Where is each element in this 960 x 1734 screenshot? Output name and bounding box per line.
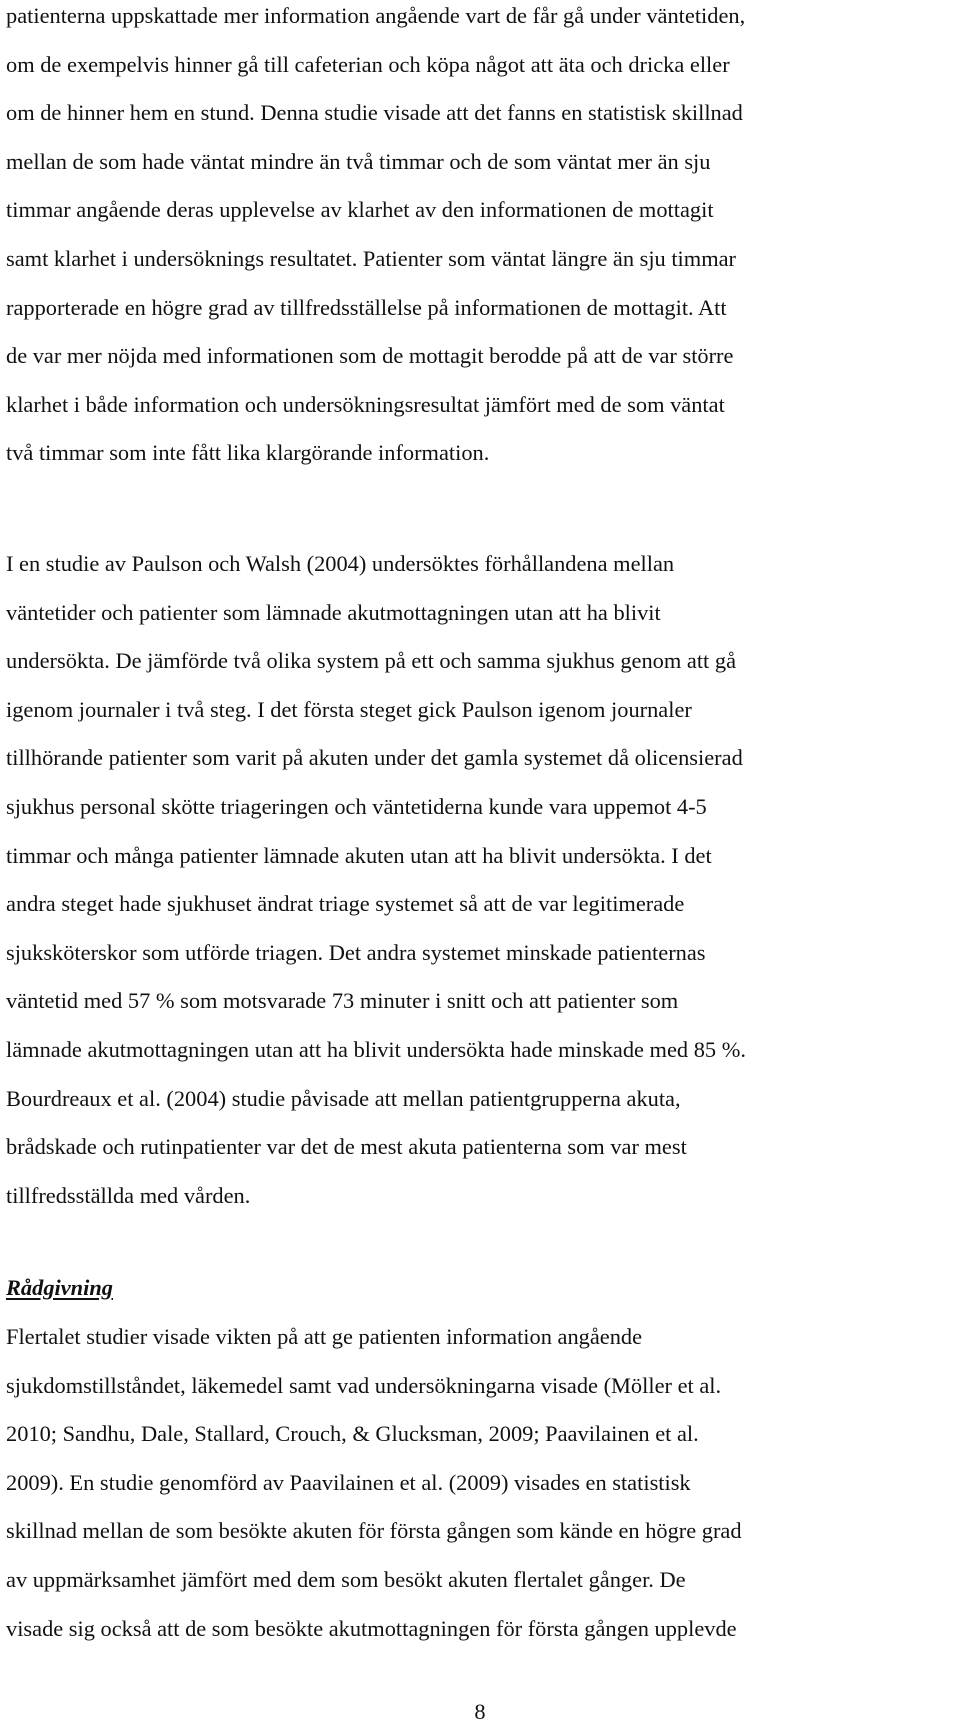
text-line: igenom journaler i två steg. I det första steget gick Paulson igenom journaler [6, 696, 692, 722]
text-line: om de hinner hem en stund. Denna studie visade att det fanns en statistisk skillnad [6, 100, 743, 126]
text-line: rapporterade en högre grad av tillfredsställelse på informationen de mottagit. Att [6, 294, 727, 320]
text-line: undersökta. De jämförde två olika system på ett och samma sjukhus genom att gå [6, 648, 737, 674]
text-line: I en studie av Paulson och Walsh (2004) undersöktes förhållandena mellan [6, 551, 675, 576]
text-line: Bourdreaux et al. (2004) studie påvisade att mellan patientgrupperna akuta, [6, 1085, 681, 1111]
text-line: väntetider och patienter som lämnade akutmottagningen utan att ha blivit [6, 599, 661, 625]
text-line: av uppmärksamhet jämfört med dem som besökt akuten flertalet gånger. De [6, 1566, 686, 1592]
text-line: visade sig också att de som besökte akutmottagningen för första gången upplevde [6, 1615, 737, 1641]
text-line: väntetid med 57 % som motsvarade 73 minuter i snitt och att patienter som [6, 988, 679, 1014]
text-line: skillnad mellan de som besökte akuten för första gången som kände en högre grad [6, 1518, 742, 1544]
text-line: timmar angående deras upplevelse av klarhet av den informationen de mottagit [6, 197, 714, 223]
text-line: Flertalet studier visade vikten på att ge patienten information angående [6, 1324, 643, 1349]
text-line: två timmar som inte fått lika klargörande information. [6, 440, 490, 466]
text-line: tillhörande patienter som varit på akuten under det gamla systemet då olicensierad [6, 745, 743, 771]
text-line: sjukhus personal skötte triageringen och väntetiderna kunde vara uppemot 4-5 [6, 793, 707, 819]
page-number: 8 [474, 1699, 486, 1724]
text-line: 2009). En studie genomförd av Paavilainen et al. (2009) visades en statistisk [6, 1469, 691, 1495]
paragraph-waiting-information [6, 0, 951, 478]
text-line: mellan de som hade väntat mindre än två timmar och de som väntat mer än sju [6, 148, 711, 174]
text-line: tillfredsställda med vården. [6, 1182, 251, 1208]
section-heading: Rådgivning [6, 1275, 114, 1300]
text-line: timmar och många patienter lämnade akuten utan att ha blivit undersökta. I det [6, 842, 712, 868]
text-line: sjuksköterskor som utförde triagen. Det andra systemet minskade patienternas [6, 939, 706, 965]
paragraph-paulson-walsh [6, 540, 951, 1220]
text-line: brådskade och rutinpatienter var det de mest akuta patienterna som var mest [6, 1134, 687, 1160]
text-line: sjukdomstillståndet, läkemedel samt vad undersökningarna visade (Möller et al. [6, 1372, 722, 1398]
text-line: patienterna uppskattade mer information angående vart de får gå under väntetiden, [6, 3, 746, 28]
text-line: klarhet i både information och undersökningsresultat jämfört med de som väntat [6, 391, 725, 417]
text-line: andra steget hade sjukhuset ändrat triage systemet så att de var legitimerade [6, 891, 685, 917]
text-line: 2010; Sandhu, Dale, Stallard, Crouch, & Glucksman, 2009; Paavilainen et al. [6, 1421, 699, 1447]
text-line: samt klarhet i undersöknings resultatet. Patienter som väntat längre än sju timmar [6, 245, 737, 271]
text-line: lämnade akutmottagningen utan att ha blivit undersökta hade minskade med 85 %. [6, 1036, 746, 1062]
paragraph-radgivning [6, 1313, 951, 1653]
text-line: de var mer nöjda med informationen som de mottagit berodde på att de var större [6, 343, 734, 369]
text-line: om de exempelvis hinner gå till cafeterian och köpa något att äta och dricka eller [6, 51, 730, 77]
